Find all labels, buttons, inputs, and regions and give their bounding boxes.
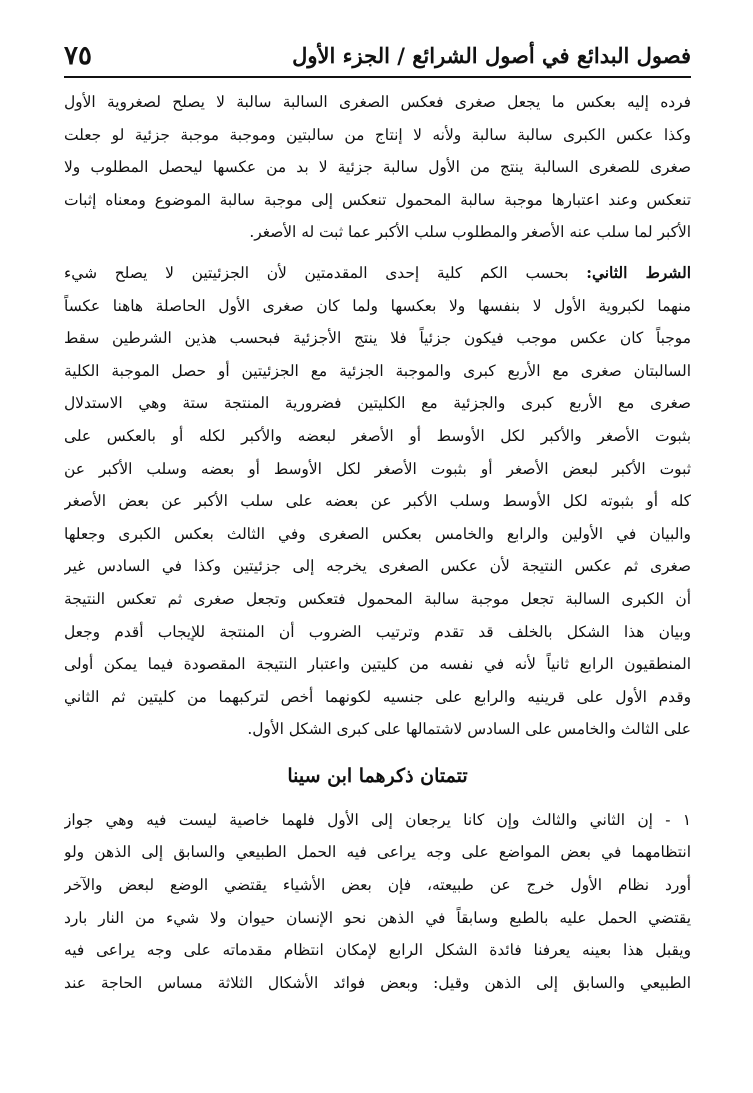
text-line: يقتضي الحمل عليه بالطبع وسابقاً في الذهن نحو الإنسان حيوان ولا شيء من النار بارد: [64, 908, 691, 927]
text-line: انتظامهما في بعض المواضع على وجه يراعى فيه الحمل الطبيعي والسابق إلى الذهن ولو: [64, 843, 691, 862]
paragraph-term: الشرط الثاني:: [586, 263, 691, 282]
text-line: على الثالث والخامس على السادس لاشتمالها على كبرى الشكل الأول.: [247, 720, 691, 739]
section-heading: تتمتان ذكرهما ابن سينا: [287, 764, 468, 787]
text-line: فرده إليه بعكس ما يجعل صغرى فعكس الصغرى السالبة سالبة لا يصلح لصغروية الأول: [64, 93, 691, 111]
running-head: فصول البدائع في أصول الشرائع / الجزء الأول: [292, 43, 691, 68]
text-line: موجباً كان عكس موجب فيكون جزئياً فلا ينتج الأجزئية فبحسب هذين الشرطين سقط: [64, 329, 691, 348]
text-line: المنطقيون الرابع ثانياً لأنه في نفسه من كليتين واعتبار النتيجة المقصودة فيما يمكن أولى: [64, 655, 691, 674]
text-line: ١ - إن الثاني والثالث وإن كانا يرجعان إلى الأول فلهما خاصية ليست فيه وهي جواز: [64, 810, 691, 829]
page-number: ٧٥: [64, 41, 92, 71]
paragraph-3: [64, 804, 691, 1000]
text-line: منهما لكبروية الأول لا بنفسها ولا بعكسها ولما كان صغرى الأول الحاصلة هاهنا عكساً: [64, 296, 691, 315]
text-line: ويقبل هذا بعينه يعرفنا فائدة الشكل الرابع لإمكان انتظام مقدماته على وجه يراعى فيه: [64, 941, 691, 960]
text-line: السالبتان صغرى مع الأربع كبرى والموجبة الجزئية مع الجزئيتين أو حصل الموجبة الكلية: [64, 361, 691, 380]
page-header: [64, 30, 691, 78]
text-line: وبيان هذا الشكل بالخلف قد تقدم وترتيب الضروب أن المنتجة للإيجاب أقدم وجعل: [64, 622, 691, 641]
text-line: صغرى مع الأربع كبرى والجزئية مع الكليتين فضرورية المنتجة ستة وهي الاستدلال: [64, 394, 691, 413]
text-line: تنعكس وعند اعتبارها موجبة سالبة المحمول تنعكس إلى موجبة سالبة الموضوع ومعناه إثبات: [64, 190, 691, 209]
text-line: أن الكبرى السالبة تجعل موجبة سالبة المحمول فتعكس وتجعل صغرى ثم تعكس النتيجة: [64, 589, 691, 608]
text-line: كله أو بثبوته لكل الأوسط وسلب الأكبر عن بعضه على سلب الأكبر عن بعض الأصغر: [64, 492, 691, 511]
text-line: أورد نظام الأول خرج عن طبيعته، فإن بعض الأشياء يقتضي الوضع لبعض والآخر: [64, 876, 691, 895]
text-line: وكذا عكس الكبرى سالبة سالبة ولأنه لا إنتاج من سالبتين وموجبة موجبة جزئية لو جعلت: [64, 125, 691, 144]
text-line: والبيان في الأولين والرابع والخامس بعكس الصغرى وفي الثالث بعكس الكبرى وجعلها: [64, 524, 691, 543]
paragraph-2: [64, 257, 691, 746]
text-line: وقدم الأول على قرينيه والرابع على جنسيه لكونهما أخص لتركبهما من كليتين ثم الثاني: [64, 687, 691, 706]
text-line: الطبيعي والسابق إلى الذهن وقيل: وبعض فوائد الأشكال الثلاثة مساس الحاجة عند: [64, 973, 691, 992]
text-line: الأكبر لما سلب عنه الأصغر والمطلوب سلب الأكبر عما ثبت له الأصغر.: [249, 223, 691, 242]
text-line: صغرى ثم عكس النتيجة لأن عكس الصغرى يخرجه إلى جزئيتين وكذا في السادس غير: [64, 557, 691, 576]
document-page: [64, 30, 691, 999]
text-line: صغرى للصغرى السالبة ينتج من الأول سالبة جزئية لا بد من عكسها ليحصل المطلوب ولا: [64, 158, 691, 177]
paragraph-1: [64, 86, 691, 249]
text-line-with-term: [64, 257, 691, 290]
text-line: بثبوت الأصغر والأكبر لكل الأوسط أو الأصغر لبعضه والأكبر لكله أو بالعكس على: [64, 426, 691, 445]
text-line-rest: بحسب الكم كلية إحدى المقدمتين لأن الجزئيتين لا يصلح شيء: [64, 263, 569, 282]
text-line: ثبوت الأكبر لبعض الأصغر أو بثبوت الأصغر لكل الأوسط أو بعضه وسلب الأكبر عن: [64, 459, 691, 478]
